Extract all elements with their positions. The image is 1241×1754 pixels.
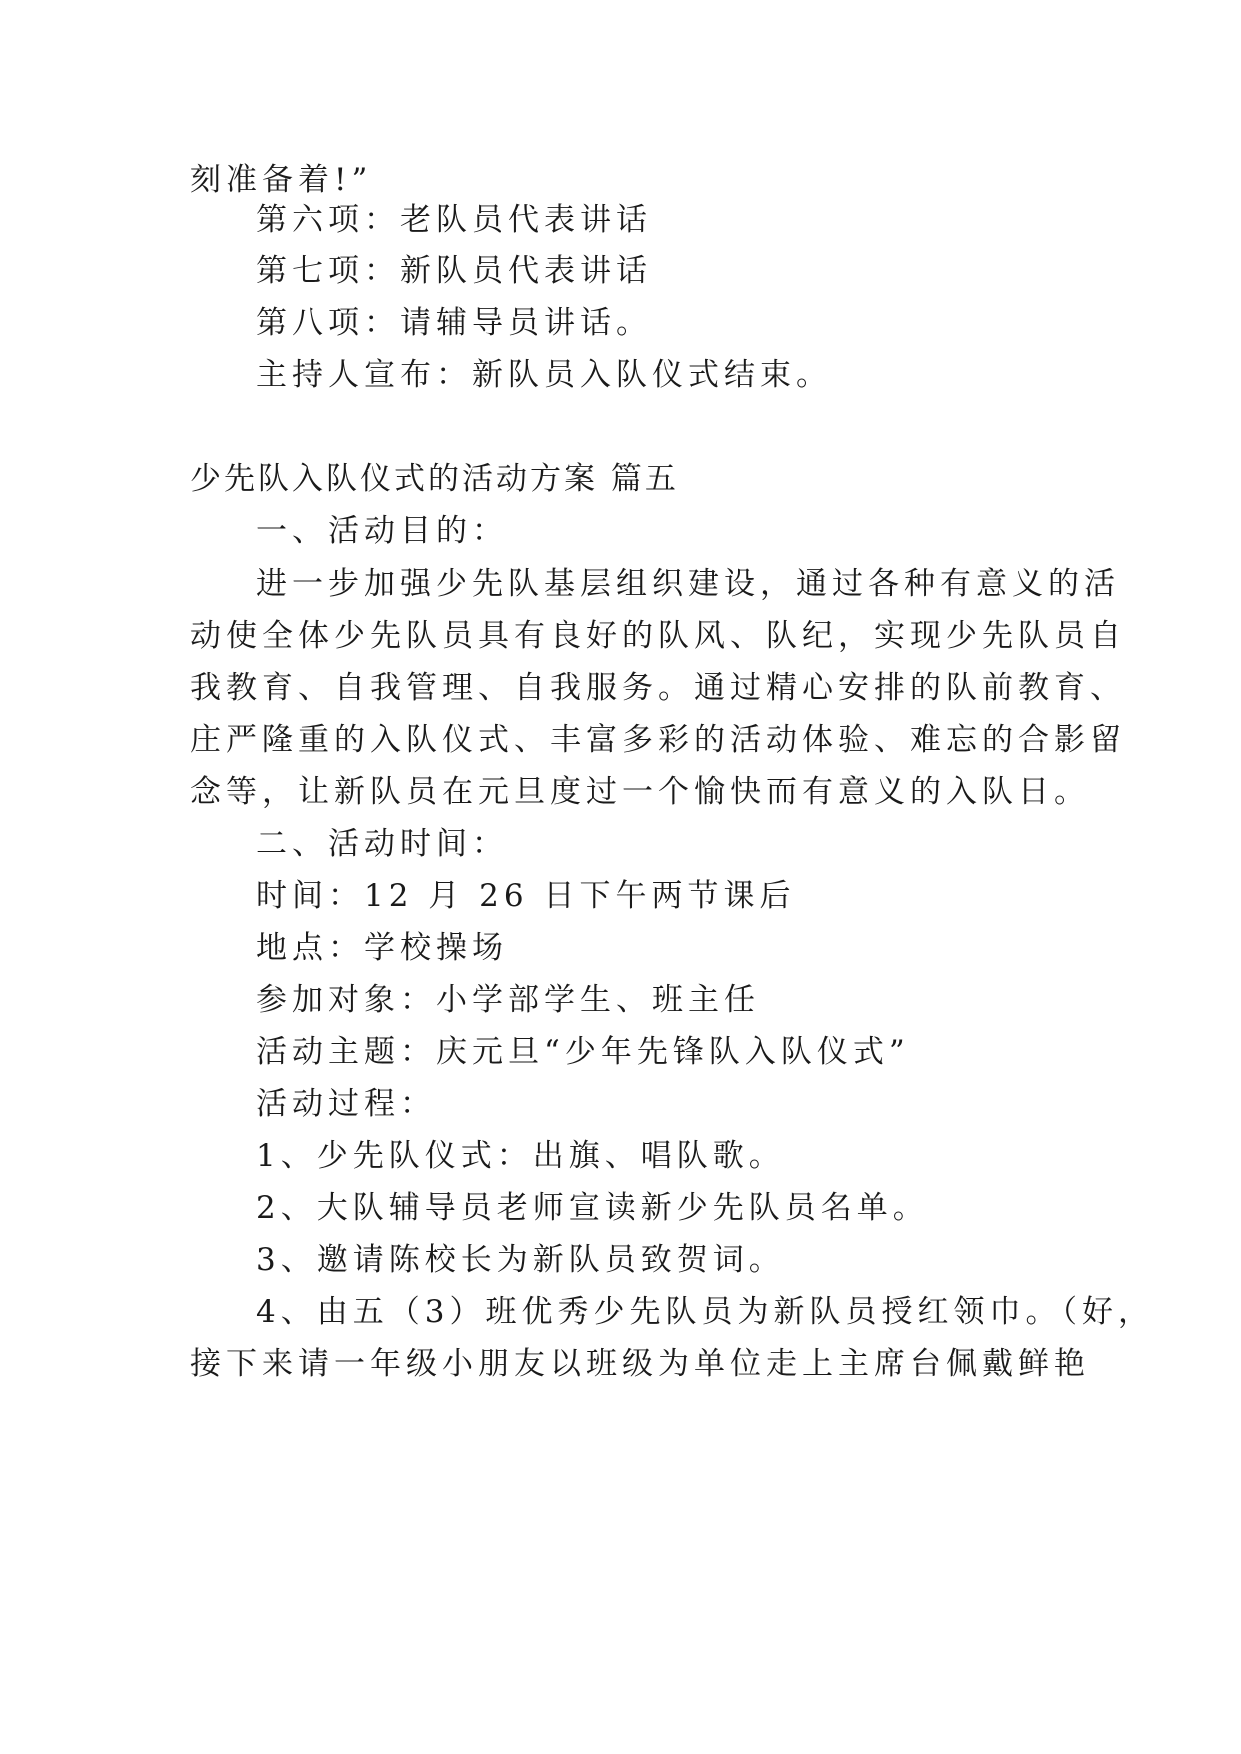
paragraph-line: 我教育、自我管理、自我服务。通过精心安排的队前教育、 [190, 670, 1126, 706]
process-step-1: 1、少先队仪式：出旗、唱队歌。 [256, 1138, 785, 1174]
text-line-announcement: 主持人宣布：新队员入队仪式结束。 [256, 357, 832, 393]
process-step-2: 2、大队辅导员老师宣读新少先队员名单。 [256, 1190, 929, 1226]
paragraph-line: 念等，让新队员在元旦度过一个愉快而有意义的入队日。 [190, 774, 1090, 810]
detail-theme: 活动主题：庆元旦“少年先锋队入队仪式” [256, 1034, 910, 1070]
paragraph-line: 庄严隆重的入队仪式、丰富多彩的活动体验、难忘的合影留 [190, 722, 1126, 758]
process-step-3: 3、邀请陈校长为新队员致贺词。 [256, 1242, 785, 1278]
detail-time: 时间：12 月 26 日下午两节课后 [256, 878, 796, 914]
process-step-4-continuation: 接下来请一年级小朋友以班级为单位走上主席台佩戴鲜艳 [190, 1346, 1090, 1382]
process-step-4: 4、由五（3）班优秀少先队员为新队员授红领巾。（好， [256, 1294, 1154, 1330]
subheading-time: 二、活动时间： [256, 826, 508, 862]
section-heading: 少先队入队仪式的活动方案 篇五 [190, 461, 679, 497]
detail-process-label: 活动过程： [256, 1086, 436, 1122]
detail-location: 地点：学校操场 [256, 930, 508, 966]
paragraph-line: 进一步加强少先队基层组织建设，通过各种有意义的活 [256, 566, 1120, 602]
text-line-item-6: 第六项：老队员代表讲话 [256, 202, 652, 238]
text-line-item-8: 第八项：请辅导员讲话。 [256, 305, 652, 341]
subheading-purpose: 一、活动目的： [256, 513, 508, 549]
paragraph-line: 动使全体少先队员具有良好的队风、队纪，实现少先队员自 [190, 618, 1126, 654]
text-line-item-7: 第七项：新队员代表讲话 [256, 253, 652, 289]
detail-participants: 参加对象：小学部学生、班主任 [256, 982, 760, 1018]
text-line-continuation: 刻准备着!” [190, 162, 373, 198]
